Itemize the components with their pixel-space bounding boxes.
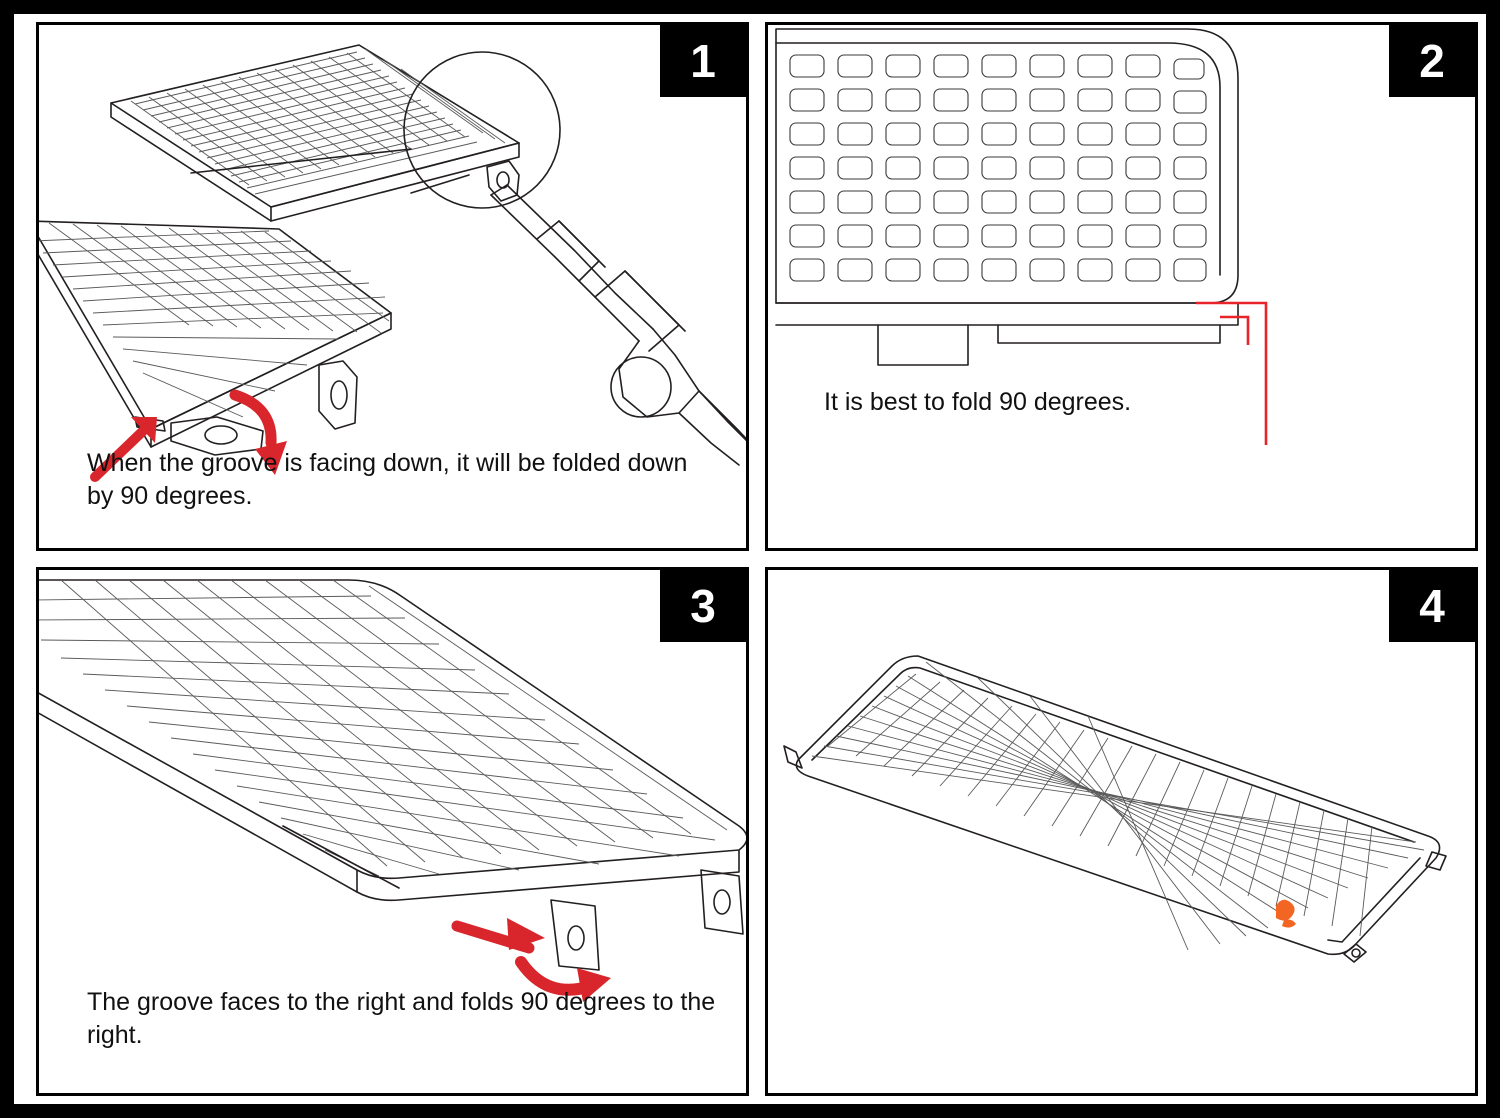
pliers-icon — [491, 185, 749, 465]
step-number-badge-1: 1 — [660, 25, 746, 97]
step-number-badge-2: 2 — [1389, 25, 1475, 97]
caption-step-2: It is best to fold 90 degrees. — [824, 388, 1132, 417]
panel-step-4 — [765, 567, 1478, 1096]
panel-step-1 — [36, 22, 749, 551]
large-mesh-panel — [39, 221, 391, 455]
step-number-badge-3: 3 — [660, 570, 746, 642]
caption-step-1: When the groove is facing down, it will be folded down by 90 degrees. — [87, 448, 688, 511]
step-2-drawing — [768, 25, 1478, 551]
panel-grid — [28, 14, 1486, 1104]
panel-step-2 — [765, 22, 1478, 551]
illustration-step-2 — [768, 25, 1475, 548]
red-straight-arrow-icon — [457, 918, 545, 950]
small-plate-group — [111, 45, 519, 221]
step-4-drawing — [768, 570, 1478, 1096]
step-number-badge-4: 4 — [1389, 570, 1475, 642]
caption-step-3: The groove faces to the right and folds 90 degrees to the right. — [87, 987, 716, 1050]
finished-panel — [784, 656, 1446, 962]
iso-mesh-panel — [39, 580, 747, 970]
illustration-step-4 — [768, 570, 1475, 1093]
folded-panel-body — [776, 29, 1238, 365]
panel-step-3 — [36, 567, 749, 1096]
orange-logo-icon — [1276, 900, 1296, 928]
